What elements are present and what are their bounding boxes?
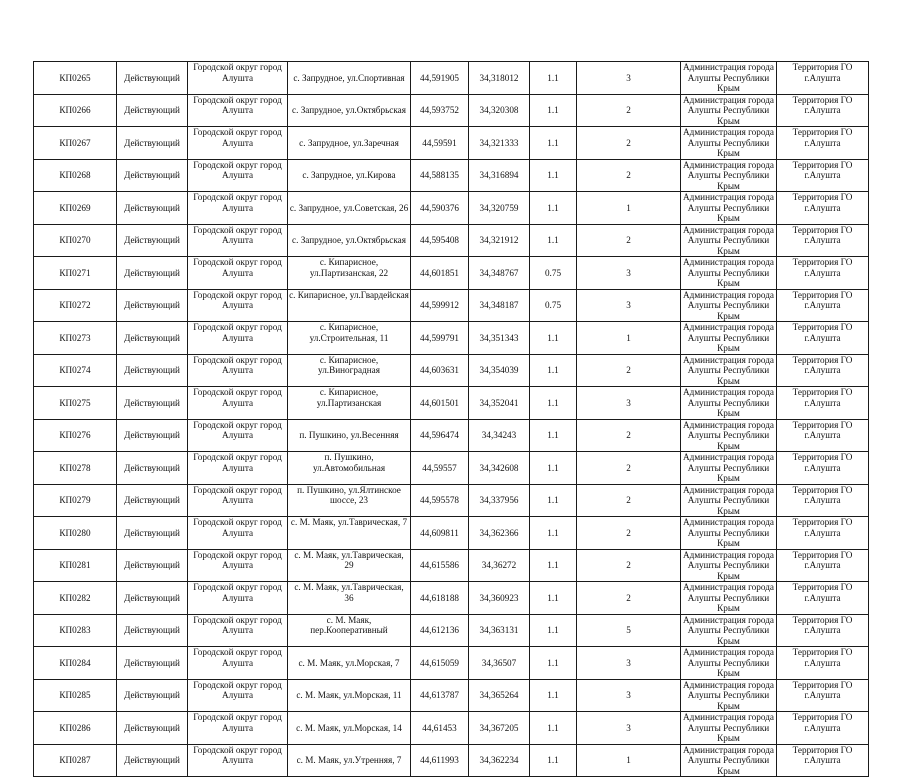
longitude-cell: 34,36272 <box>469 549 530 582</box>
longitude-cell: 34,316894 <box>469 159 530 192</box>
territory-cell: Территория ГО г.Алушта <box>777 419 869 452</box>
volume-cell: 1.1 <box>530 94 577 127</box>
container-count-cell: 3 <box>577 387 681 420</box>
district-cell: Городской округ город Алушта <box>188 549 288 582</box>
container-count-cell: 2 <box>577 419 681 452</box>
table-row <box>34 159 869 192</box>
site-code-cell: КП0282 <box>34 582 117 615</box>
latitude-cell: 44,603631 <box>411 354 469 387</box>
address-cell: п. Пушкино, ул.Весенняя <box>288 419 411 452</box>
volume-cell: 1.1 <box>530 62 577 95</box>
container-count-cell: 2 <box>577 549 681 582</box>
status-cell: Действующий <box>117 744 188 777</box>
district-cell: Городской округ город Алушта <box>188 712 288 745</box>
container-count-cell: 2 <box>577 224 681 257</box>
district-cell: Городской округ город Алушта <box>188 614 288 647</box>
owner-cell: Администрация города Алушты Республики Крым <box>681 354 777 387</box>
address-cell: с. М. Маяк, ул.Морская, 14 <box>288 712 411 745</box>
territory-cell: Территория ГО г.Алушта <box>777 192 869 225</box>
owner-cell: Администрация города Алушты Республики Крым <box>681 419 777 452</box>
container-count-cell: 3 <box>577 712 681 745</box>
latitude-cell: 44,591905 <box>411 62 469 95</box>
table-row <box>34 452 869 485</box>
address-cell: с. М. Маяк, ул.Морская, 11 <box>288 679 411 712</box>
status-cell: Действующий <box>117 647 188 680</box>
site-code-cell: КП0273 <box>34 322 117 355</box>
site-code-cell: КП0267 <box>34 127 117 160</box>
status-cell: Действующий <box>117 257 188 290</box>
latitude-cell: 44,59591 <box>411 127 469 160</box>
volume-cell: 1.1 <box>530 679 577 712</box>
site-code-cell: КП0281 <box>34 549 117 582</box>
latitude-cell: 44,612136 <box>411 614 469 647</box>
volume-cell: 0.75 <box>530 289 577 322</box>
owner-cell: Администрация города Алушты Республики Крым <box>681 582 777 615</box>
table-row <box>34 647 869 680</box>
longitude-cell: 34,342608 <box>469 452 530 485</box>
address-cell: с. Кипарисное, ул.Строительная, 11 <box>288 322 411 355</box>
district-cell: Городской округ город Алушта <box>188 582 288 615</box>
longitude-cell: 34,348187 <box>469 289 530 322</box>
site-code-cell: КП0271 <box>34 257 117 290</box>
latitude-cell: 44,595578 <box>411 484 469 517</box>
address-cell: с. Запрудное, ул.Октябрьская <box>288 224 411 257</box>
owner-cell: Администрация города Алушты Республики Крым <box>681 94 777 127</box>
latitude-cell: 44,599912 <box>411 289 469 322</box>
territory-cell: Территория ГО г.Алушта <box>777 354 869 387</box>
status-cell: Действующий <box>117 582 188 615</box>
longitude-cell: 34,351343 <box>469 322 530 355</box>
address-cell: с. Запрудное, ул.Спортивная <box>288 62 411 95</box>
status-cell: Действующий <box>117 419 188 452</box>
district-cell: Городской округ город Алушта <box>188 484 288 517</box>
volume-cell: 1.1 <box>530 159 577 192</box>
volume-cell: 1.1 <box>530 354 577 387</box>
owner-cell: Администрация города Алушты Республики Крым <box>681 289 777 322</box>
latitude-cell: 44,61453 <box>411 712 469 745</box>
district-cell: Городской округ город Алушта <box>188 94 288 127</box>
table-row <box>34 582 869 615</box>
table-row <box>34 744 869 777</box>
latitude-cell: 44,595408 <box>411 224 469 257</box>
volume-cell: 1.1 <box>530 419 577 452</box>
owner-cell: Администрация города Алушты Республики Крым <box>681 549 777 582</box>
longitude-cell: 34,348767 <box>469 257 530 290</box>
table-row <box>34 419 869 452</box>
site-code-cell: КП0287 <box>34 744 117 777</box>
territory-cell: Территория ГО г.Алушта <box>777 582 869 615</box>
district-cell: Городской округ город Алушта <box>188 647 288 680</box>
district-cell: Городской округ город Алушта <box>188 192 288 225</box>
longitude-cell: 34,362234 <box>469 744 530 777</box>
site-code-cell: КП0276 <box>34 419 117 452</box>
container-count-cell: 1 <box>577 744 681 777</box>
owner-cell: Администрация города Алушты Республики Крым <box>681 62 777 95</box>
latitude-cell: 44,611993 <box>411 744 469 777</box>
address-cell: с. М. Маяк, ул.Таврическая, 7 <box>288 517 411 550</box>
latitude-cell: 44,593752 <box>411 94 469 127</box>
status-cell: Действующий <box>117 387 188 420</box>
longitude-cell: 34,352041 <box>469 387 530 420</box>
volume-cell: 1.1 <box>530 387 577 420</box>
owner-cell: Администрация города Алушты Республики Крым <box>681 647 777 680</box>
status-cell: Действующий <box>117 192 188 225</box>
status-cell: Действующий <box>117 614 188 647</box>
territory-cell: Территория ГО г.Алушта <box>777 127 869 160</box>
latitude-cell: 44,601501 <box>411 387 469 420</box>
status-cell: Действующий <box>117 484 188 517</box>
site-code-cell: КП0272 <box>34 289 117 322</box>
volume-cell: 1.1 <box>530 549 577 582</box>
address-cell: с. Кипарисное, ул.Гвардейская <box>288 289 411 322</box>
site-code-cell: КП0280 <box>34 517 117 550</box>
latitude-cell: 44,609811 <box>411 517 469 550</box>
district-cell: Городской округ город Алушта <box>188 744 288 777</box>
address-cell: с. Запрудное, ул.Октябрьская <box>288 94 411 127</box>
container-count-cell: 3 <box>577 679 681 712</box>
district-cell: Городской округ город Алушта <box>188 289 288 322</box>
territory-cell: Территория ГО г.Алушта <box>777 387 869 420</box>
volume-cell: 1.1 <box>530 647 577 680</box>
longitude-cell: 34,321333 <box>469 127 530 160</box>
site-code-cell: КП0286 <box>34 712 117 745</box>
status-cell: Действующий <box>117 94 188 127</box>
site-code-cell: КП0266 <box>34 94 117 127</box>
site-code-cell: КП0268 <box>34 159 117 192</box>
longitude-cell: 34,321912 <box>469 224 530 257</box>
status-cell: Действующий <box>117 224 188 257</box>
container-sites-table <box>33 61 869 777</box>
volume-cell: 1.1 <box>530 452 577 485</box>
status-cell: Действующий <box>117 549 188 582</box>
table-row <box>34 484 869 517</box>
owner-cell: Администрация города Алушты Республики Крым <box>681 127 777 160</box>
district-cell: Городской округ город Алушта <box>188 452 288 485</box>
container-count-cell: 3 <box>577 647 681 680</box>
latitude-cell: 44,590376 <box>411 192 469 225</box>
territory-cell: Территория ГО г.Алушта <box>777 647 869 680</box>
district-cell: Городской округ город Алушта <box>188 517 288 550</box>
site-code-cell: КП0270 <box>34 224 117 257</box>
container-count-cell: 2 <box>577 354 681 387</box>
volume-cell: 1.1 <box>530 322 577 355</box>
volume-cell: 1.1 <box>530 712 577 745</box>
table-row <box>34 62 869 95</box>
volume-cell: 1.1 <box>530 127 577 160</box>
volume-cell: 1.1 <box>530 582 577 615</box>
owner-cell: Администрация города Алушты Республики Крым <box>681 517 777 550</box>
table-row <box>34 614 869 647</box>
volume-cell: 0.75 <box>530 257 577 290</box>
longitude-cell: 34,360923 <box>469 582 530 615</box>
address-cell: с. М. Маяк, ул.Таврическая, 29 <box>288 549 411 582</box>
owner-cell: Администрация города Алушты Республики Крым <box>681 257 777 290</box>
status-cell: Действующий <box>117 62 188 95</box>
territory-cell: Территория ГО г.Алушта <box>777 452 869 485</box>
container-count-cell: 2 <box>577 582 681 615</box>
latitude-cell: 44,615586 <box>411 549 469 582</box>
territory-cell: Территория ГО г.Алушта <box>777 159 869 192</box>
latitude-cell: 44,59557 <box>411 452 469 485</box>
status-cell: Действующий <box>117 679 188 712</box>
territory-cell: Территория ГО г.Алушта <box>777 679 869 712</box>
table-row <box>34 322 869 355</box>
longitude-cell: 34,337956 <box>469 484 530 517</box>
table-body <box>34 62 869 777</box>
container-count-cell: 2 <box>577 517 681 550</box>
territory-cell: Территория ГО г.Алушта <box>777 322 869 355</box>
status-cell: Действующий <box>117 354 188 387</box>
status-cell: Действующий <box>117 159 188 192</box>
status-cell: Действующий <box>117 289 188 322</box>
table-row <box>34 127 869 160</box>
district-cell: Городской округ город Алушта <box>188 257 288 290</box>
table-row <box>34 289 869 322</box>
latitude-cell: 44,613787 <box>411 679 469 712</box>
territory-cell: Территория ГО г.Алушта <box>777 517 869 550</box>
district-cell: Городской округ город Алушта <box>188 354 288 387</box>
longitude-cell: 34,362366 <box>469 517 530 550</box>
territory-cell: Территория ГО г.Алушта <box>777 549 869 582</box>
table-row <box>34 354 869 387</box>
address-cell: с. Запрудное, ул.Заречная <box>288 127 411 160</box>
site-code-cell: КП0284 <box>34 647 117 680</box>
latitude-cell: 44,615059 <box>411 647 469 680</box>
address-cell: с. М. Маяк, ул.Морская, 7 <box>288 647 411 680</box>
address-cell: с. Кипарисное, ул.Виноградная <box>288 354 411 387</box>
owner-cell: Администрация города Алушты Республики Крым <box>681 679 777 712</box>
owner-cell: Администрация города Алушты Республики Крым <box>681 744 777 777</box>
district-cell: Городской округ город Алушта <box>188 419 288 452</box>
status-cell: Действующий <box>117 712 188 745</box>
territory-cell: Территория ГО г.Алушта <box>777 289 869 322</box>
longitude-cell: 34,34243 <box>469 419 530 452</box>
latitude-cell: 44,599791 <box>411 322 469 355</box>
table-row <box>34 549 869 582</box>
address-cell: с. Запрудное, ул.Кирова <box>288 159 411 192</box>
container-count-cell: 3 <box>577 257 681 290</box>
table-row <box>34 679 869 712</box>
site-code-cell: КП0269 <box>34 192 117 225</box>
volume-cell: 1.1 <box>530 192 577 225</box>
table-row <box>34 712 869 745</box>
owner-cell: Администрация города Алушты Республики Крым <box>681 224 777 257</box>
table-row <box>34 517 869 550</box>
address-cell: с. М. Маяк, ул.Таврическая, 36 <box>288 582 411 615</box>
container-count-cell: 1 <box>577 322 681 355</box>
container-count-cell: 2 <box>577 484 681 517</box>
longitude-cell: 34,318012 <box>469 62 530 95</box>
owner-cell: Администрация города Алушты Республики Крым <box>681 712 777 745</box>
longitude-cell: 34,36507 <box>469 647 530 680</box>
status-cell: Действующий <box>117 127 188 160</box>
longitude-cell: 34,354039 <box>469 354 530 387</box>
status-cell: Действующий <box>117 452 188 485</box>
container-count-cell: 2 <box>577 94 681 127</box>
address-cell: п. Пушкино, ул.Ялтинское шоссе, 23 <box>288 484 411 517</box>
longitude-cell: 34,320308 <box>469 94 530 127</box>
container-count-cell: 3 <box>577 62 681 95</box>
territory-cell: Территория ГО г.Алушта <box>777 62 869 95</box>
site-code-cell: КП0275 <box>34 387 117 420</box>
latitude-cell: 44,588135 <box>411 159 469 192</box>
district-cell: Городской округ город Алушта <box>188 159 288 192</box>
address-cell: п. Пушкино, ул.Автомобильная <box>288 452 411 485</box>
territory-cell: Территория ГО г.Алушта <box>777 257 869 290</box>
table-row <box>34 257 869 290</box>
district-cell: Городской округ город Алушта <box>188 322 288 355</box>
site-code-cell: КП0283 <box>34 614 117 647</box>
table-row <box>34 192 869 225</box>
site-code-cell: КП0265 <box>34 62 117 95</box>
latitude-cell: 44,618188 <box>411 582 469 615</box>
container-count-cell: 5 <box>577 614 681 647</box>
volume-cell: 1.1 <box>530 614 577 647</box>
address-cell: с. Кипарисное, ул.Партизанская <box>288 387 411 420</box>
owner-cell: Администрация города Алушты Республики Крым <box>681 484 777 517</box>
volume-cell: 1.1 <box>530 744 577 777</box>
territory-cell: Территория ГО г.Алушта <box>777 484 869 517</box>
status-cell: Действующий <box>117 517 188 550</box>
territory-cell: Территория ГО г.Алушта <box>777 712 869 745</box>
container-count-cell: 1 <box>577 192 681 225</box>
table-row <box>34 224 869 257</box>
longitude-cell: 34,320759 <box>469 192 530 225</box>
status-cell: Действующий <box>117 322 188 355</box>
volume-cell: 1.1 <box>530 224 577 257</box>
territory-cell: Территория ГО г.Алушта <box>777 224 869 257</box>
volume-cell: 1.1 <box>530 517 577 550</box>
site-code-cell: КП0279 <box>34 484 117 517</box>
owner-cell: Администрация города Алушты Республики Крым <box>681 387 777 420</box>
container-count-cell: 2 <box>577 159 681 192</box>
container-count-cell: 2 <box>577 452 681 485</box>
latitude-cell: 44,601851 <box>411 257 469 290</box>
site-code-cell: КП0285 <box>34 679 117 712</box>
owner-cell: Администрация города Алушты Республики Крым <box>681 322 777 355</box>
volume-cell: 1.1 <box>530 484 577 517</box>
address-cell: с. Запрудное, ул.Советская, 26 <box>288 192 411 225</box>
site-code-cell: КП0274 <box>34 354 117 387</box>
latitude-cell: 44,596474 <box>411 419 469 452</box>
territory-cell: Территория ГО г.Алушта <box>777 744 869 777</box>
table-row <box>34 94 869 127</box>
district-cell: Городской округ город Алушта <box>188 679 288 712</box>
district-cell: Городской округ город Алушта <box>188 127 288 160</box>
owner-cell: Администрация города Алушты Республики Крым <box>681 159 777 192</box>
address-cell: с. Кипарисное, ул.Партизанская, 22 <box>288 257 411 290</box>
registry-sheet <box>33 61 869 777</box>
owner-cell: Администрация города Алушты Республики Крым <box>681 614 777 647</box>
container-count-cell: 2 <box>577 127 681 160</box>
longitude-cell: 34,367205 <box>469 712 530 745</box>
address-cell: с. М. Маяк, пер.Кооперативный <box>288 614 411 647</box>
site-code-cell: КП0278 <box>34 452 117 485</box>
container-count-cell: 3 <box>577 289 681 322</box>
longitude-cell: 34,365264 <box>469 679 530 712</box>
owner-cell: Администрация города Алушты Республики Крым <box>681 452 777 485</box>
district-cell: Городской округ город Алушта <box>188 224 288 257</box>
district-cell: Городской округ город Алушта <box>188 62 288 95</box>
owner-cell: Администрация города Алушты Республики Крым <box>681 192 777 225</box>
table-row <box>34 387 869 420</box>
longitude-cell: 34,363131 <box>469 614 530 647</box>
territory-cell: Территория ГО г.Алушта <box>777 94 869 127</box>
territory-cell: Территория ГО г.Алушта <box>777 614 869 647</box>
district-cell: Городской округ город Алушта <box>188 387 288 420</box>
address-cell: с. М. Маяк, ул.Утренняя, 7 <box>288 744 411 777</box>
